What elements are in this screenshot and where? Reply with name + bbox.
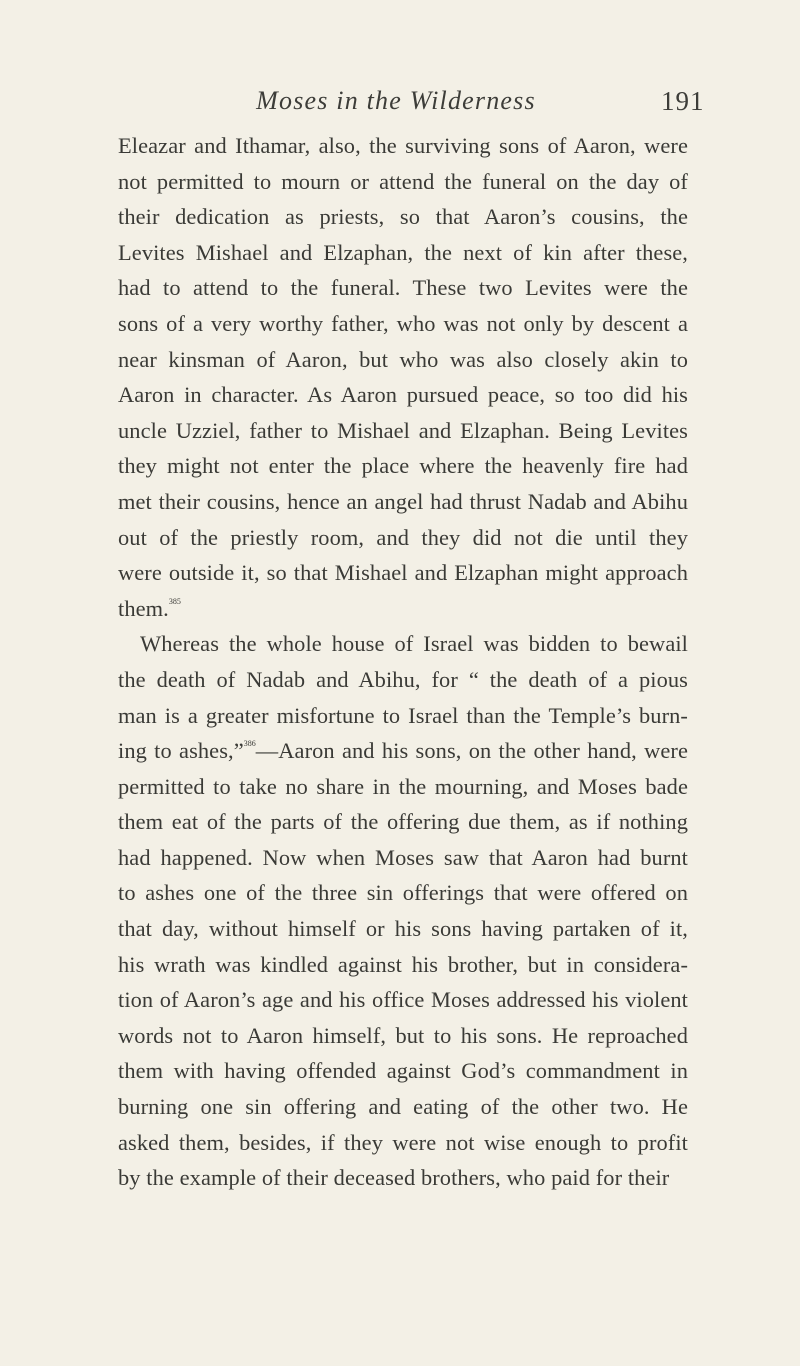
text-line [118, 804, 688, 840]
page-number: 191 [661, 86, 705, 116]
text-line [118, 769, 688, 805]
line-text: asked them, besides, if they were not wise enough to profit [118, 1129, 688, 1155]
text-line [118, 235, 688, 271]
line-text: sons of a very worthy father, who was not only by descent a [118, 310, 688, 336]
text-line [118, 840, 688, 876]
text-line [118, 377, 688, 413]
text-line [118, 306, 688, 342]
line-text: tion of Aaron’s age and his office Moses addressed his violent [118, 987, 688, 1013]
text-line [118, 413, 688, 449]
line-text: had happened. Now when Moses saw that Aaron had burnt [118, 844, 688, 870]
text-line [118, 484, 688, 520]
text-line [118, 448, 688, 484]
line-text: Aaron in character. As Aaron pursued peace, so too did his [118, 382, 688, 408]
text-line [118, 164, 688, 200]
line-text: Whereas the whole house of Israel was bidden to bewail [140, 631, 688, 657]
body-text [118, 128, 688, 1196]
footnote-ref: 386 [243, 739, 256, 749]
line-text: had to attend to the funeral. These two Levites were the [118, 275, 688, 301]
line-text: the death of Nadab and Abihu, for “ the death of a pious [118, 666, 688, 692]
line-text: his wrath was kindled against his brother, but in considera- [118, 951, 688, 977]
text-line [118, 128, 688, 164]
text-line [118, 1018, 688, 1054]
text-line [118, 947, 688, 983]
running-title: Moses in the Wilderness [256, 86, 536, 115]
text-line [118, 662, 688, 698]
line-text: their dedication as priests, so that Aaron’s cousins, the [118, 204, 688, 230]
line-text: not permitted to mourn or attend the funeral on the day of [118, 168, 688, 194]
text-line [118, 1125, 688, 1161]
running-head [0, 86, 800, 126]
text-line [118, 591, 688, 627]
line-text: Eleazar and Ithamar, also, the surviving sons of Aaron, were [118, 133, 688, 158]
line-text: met their cousins, hence an angel had thrust Nadab and Abihu [118, 488, 688, 514]
text-line [118, 270, 688, 306]
line-text: to ashes one of the three sin offerings that were offered on [118, 880, 688, 906]
line-text: out of the priestly room, and they did not die until they [118, 524, 688, 550]
line-text: near kinsman of Aaron, but who was also closely akin to [118, 346, 688, 372]
line-text: Levites Mishael and Elzaphan, the next of kin after these, [118, 239, 688, 265]
line-text: man is a greater misfortune to Israel than the Temple’s burn- [118, 702, 688, 728]
text-line [118, 342, 688, 378]
text-line [118, 1053, 688, 1089]
text-line [118, 1160, 688, 1196]
line-text: them with having offended against God’s commandment in [118, 1058, 688, 1084]
line-text: permitted to take no share in the mourning, and Moses bade [118, 773, 688, 799]
text-line [118, 982, 688, 1018]
paragraph [118, 128, 688, 626]
line-text: burning one sin offering and eating of the other two. He [118, 1094, 688, 1120]
line-text: words not to Aaron himself, but to his sons. He reproached [118, 1022, 688, 1048]
text-line [118, 875, 688, 911]
text-line [118, 555, 688, 591]
text-line [118, 1089, 688, 1125]
line-text: them. [118, 595, 169, 621]
text-line [118, 199, 688, 235]
line-text: uncle Uzziel, father to Mishael and Elzaphan. Being Levites [118, 417, 688, 443]
line-text: they might not enter the place where the heavenly fire had [118, 453, 688, 479]
text-line [118, 520, 688, 556]
footnote-ref: 385 [168, 596, 181, 606]
text-line [118, 733, 688, 769]
line-text-continuation: —Aaron and his sons, on the other hand, were [255, 738, 688, 764]
text-line [118, 626, 688, 662]
line-text: ing to ashes,” [118, 738, 244, 764]
paragraph [118, 626, 688, 1196]
line-text: by the example of their deceased brothers, who paid for their [118, 1165, 670, 1191]
line-text: them eat of the parts of the offering due them, as if nothing [118, 809, 688, 835]
text-line [118, 911, 688, 947]
line-text: were outside it, so that Mishael and Elzaphan might approach [118, 560, 688, 586]
text-line [118, 698, 688, 734]
line-text: that day, without himself or his sons having partaken of it, [118, 916, 688, 942]
